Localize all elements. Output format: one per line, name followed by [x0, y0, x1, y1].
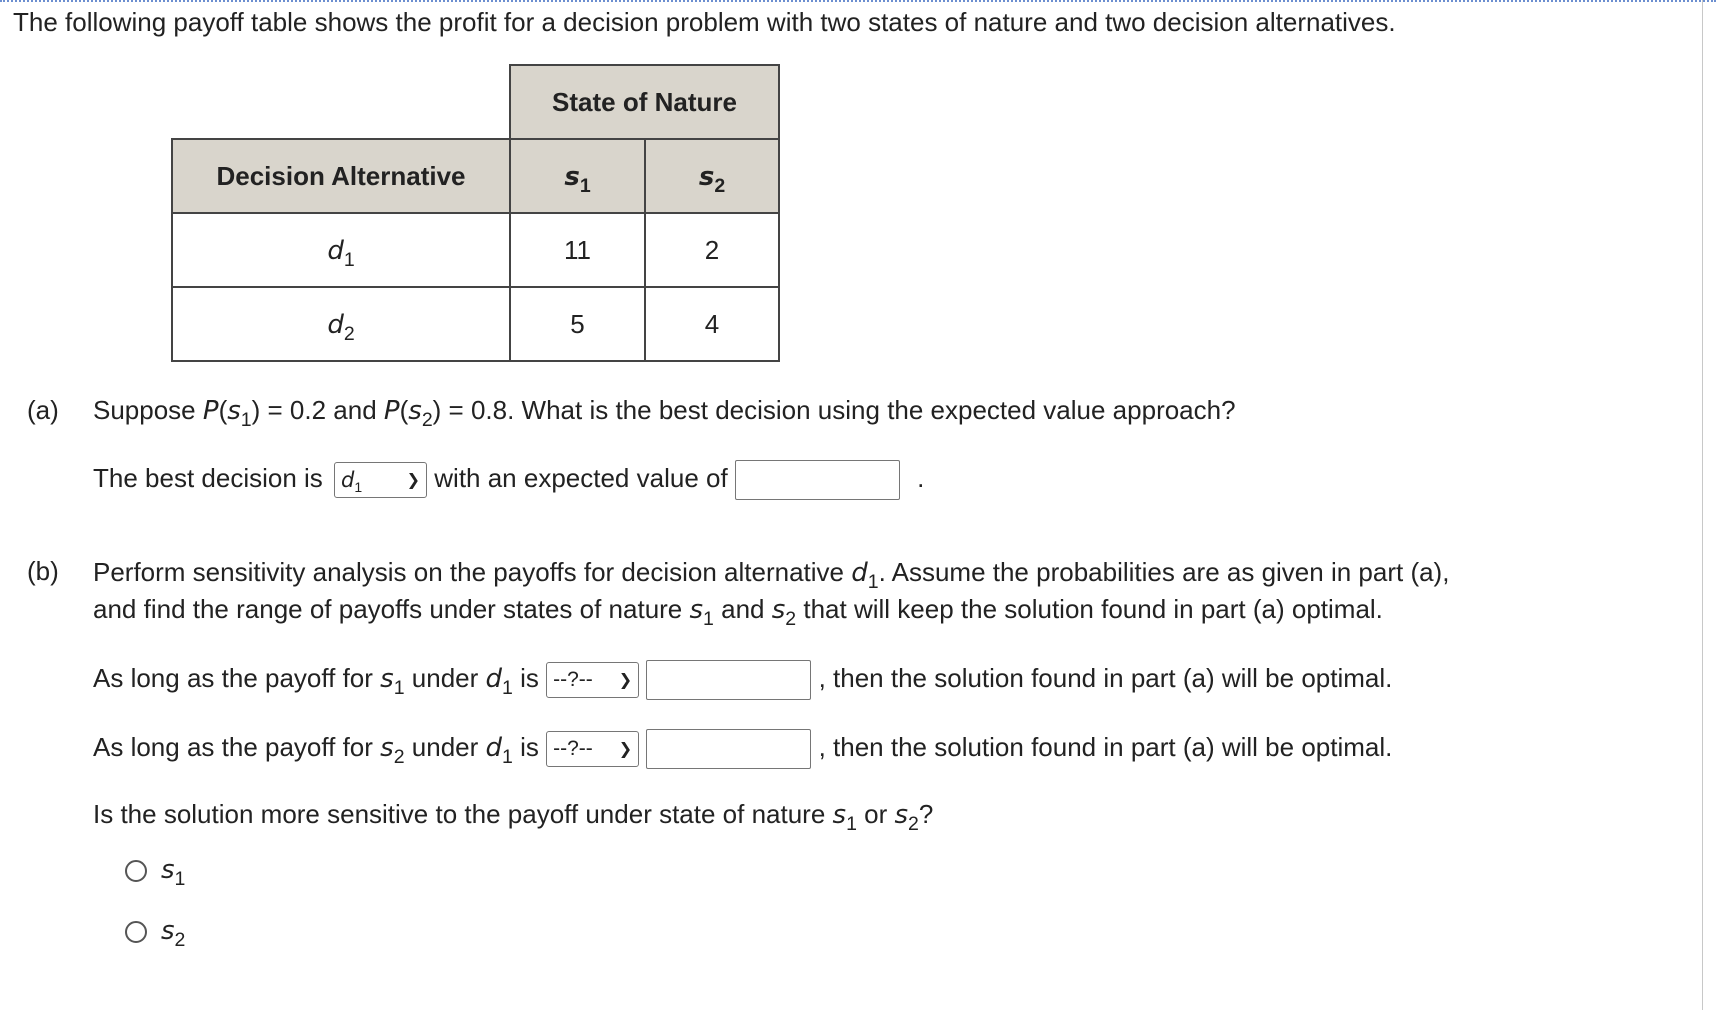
sensitivity-line-s1: As long as the payoff for $s_1$ under $d_1$ is --?-- ❯ , then the solution found in part (a) will be optimal. [93, 659, 1392, 700]
option-s1[interactable]: $s_1$ [125, 852, 185, 887]
state-s2-header: $s_2$ [645, 139, 779, 213]
table-corner [172, 65, 510, 139]
top-dotted-border [0, 0, 1716, 2]
expected-value-input[interactable] [735, 460, 900, 500]
sensitivity-question: Is the solution more sensitive to the payoff under state of nature $s_1$ or $s_2$? [93, 799, 934, 835]
line-suffix-2: , then the solution found in part (a) will be optimal. [818, 732, 1393, 762]
chevron-down-icon: ❯ [618, 739, 633, 759]
s1-comparison-select[interactable]: --?-- ❯ [546, 662, 639, 698]
intro-text: The following payoff table shows the profit for a decision problem with two states of nature and two decision alternatives. [13, 7, 1396, 37]
best-decision-prefix: The best decision is [93, 463, 323, 493]
part-a-question: Suppose $P(s_1) = 0.2$ and $P(s_2) = 0.8$. What is the best decision using the expected value approach? [93, 395, 1236, 431]
expected-value-text: with an expected value of [434, 463, 728, 493]
right-divider [1702, 0, 1703, 1010]
expected-value-period: . [917, 463, 925, 493]
s1-payoff-input[interactable] [646, 660, 811, 700]
radio-s2[interactable] [125, 921, 147, 943]
best-decision-line [93, 459, 924, 500]
payoff-d1-s1: 11 [510, 213, 645, 287]
payoff-d2-s1: 5 [510, 287, 645, 361]
part-a-label: (a) [27, 395, 59, 425]
best-decision-select[interactable]: $d_1$ ❯ [334, 462, 427, 498]
option-s2[interactable]: $s_2$ [125, 913, 185, 948]
chevron-down-icon: ❯ [406, 470, 421, 490]
sensitivity-line-s2: As long as the payoff for $s_2$ under $d_1$ is --?-- ❯ , then the solution found in part (a) will be optimal. [93, 728, 1392, 769]
s2-comparison-select[interactable]: --?-- ❯ [546, 731, 639, 767]
state-of-nature-header: State of Nature [510, 65, 779, 139]
chevron-down-icon: ❯ [618, 670, 633, 690]
payoff-d2-s2: 4 [645, 287, 779, 361]
payoff-d1-s2: 2 [645, 213, 779, 287]
payoff-table [171, 64, 780, 362]
part-b-label: (b) [27, 556, 59, 586]
row-label-d1: $d_1$ [172, 213, 510, 287]
decision-alternative-header: Decision Alternative [172, 139, 510, 213]
radio-s1[interactable] [125, 860, 147, 882]
s2-payoff-input[interactable] [646, 729, 811, 769]
row-label-d2: $d_2$ [172, 287, 510, 361]
state-s1-header: $s_1$ [510, 139, 645, 213]
part-b-question-line1: Perform sensitivity analysis on the payoffs for decision alternative $d_1$. Assume the probabilities are as given in part (a), [93, 557, 1450, 593]
line-suffix-1: , then the solution found in part (a) will be optimal. [818, 663, 1393, 693]
part-b-question-line2: and find the range of payoffs under states of nature $s_1$ and $s_2$ that will keep the solution found in part (a) optimal. [93, 594, 1383, 630]
